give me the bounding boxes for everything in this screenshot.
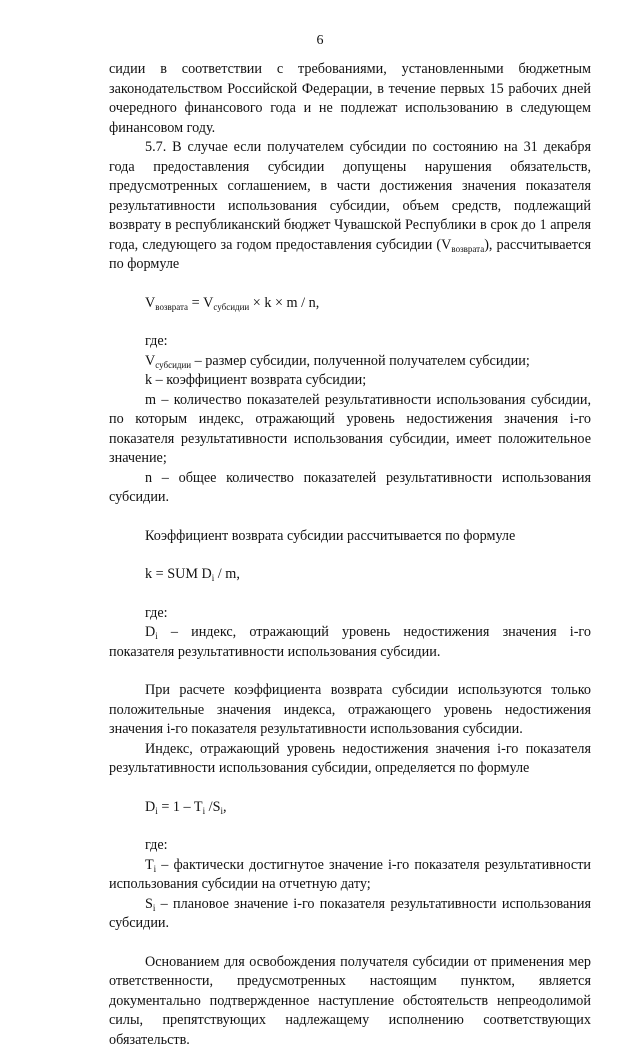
formula3-sub2: i [203,806,206,816]
final-paragraph: Основанием для освобождения получателя субсидии от применения мер ответственности, предусмотренных настоящим пунктом, является документально подтвержденное наступление обстоятельств непреодолимой силы, препятствующих надлежащему исполнению соответствующих обязательств. [109,953,591,1050]
formula-k [145,565,591,585]
def3-t-text: – фактически достигнутое значение i-го показателя результативности использования субсидии на отчетную дату; [109,857,591,893]
def3-t-letter: T [145,857,154,873]
formula1-eq: = V [188,295,213,311]
page-number: 6 [0,33,640,49]
coefficient-intro: Коэффициент возврата субсидии рассчитывается по формуле [109,527,591,547]
definition-m: m – количество показателей результативности использования субсидии, по которым индекс, отражающий уровень недостижения значения i-го показателя результативности использования субсидии, имеет положительное значение; [109,391,591,469]
formula-d [145,798,591,818]
formula3-mid: = 1 – T [158,799,203,815]
formula3-end: , [223,799,227,815]
def2-d-text: – индекс, отражающий уровень недостижения значения i-го показателя результативности использования субсидии. [109,624,591,660]
paragraph-5-7-tail: ), рассчитывается по формуле [109,237,591,273]
def3-s-text: – плановое значение i-го показателя результативности использования субсидии. [109,896,591,932]
def1-v-text: – размер субсидии, полученной получателем субсидии; [191,353,530,369]
formula3-sub1: i [155,806,158,816]
formula3-mid2: /S [205,799,220,815]
formula1-sub-vozvrata: возврата [155,302,188,312]
formula2-sub: i [212,573,215,583]
def3-s-sub: i [153,903,156,913]
paragraph-5-7-text: 5.7. В случае если получателем субсидии по состоянию на 31 декабря года предоставления субсидии допущены нарушения обязательств, предусмотренных соглашением, в части достижения значения показателя результативности использования субсидии, объем средств, подлежащий возврату в республиканский бюджет Чувашской Республики в срок до 1 апреля года, следующего за годом предоставления субсидии (V [109,139,591,253]
definition-d [109,623,591,662]
where-label-2: где: [109,604,591,624]
definition-k: k – коэффициент возврата субсидии; [109,371,591,391]
formula1-v: V [145,295,155,311]
formula3-sub3: i [220,806,223,816]
formula1-sub-subsidii: субсидии [213,302,249,312]
subscript-vozvrata: возврата [451,244,484,254]
def1-v-sub: субсидии [155,360,191,370]
paragraph-calc-1: При расчете коэффициента возврата субсидии используются только положительные значения индекса, отражающего уровень недостижения значения i-го показателя результативности использования субсидии. [109,681,591,740]
formula2-text: k = SUM D [145,566,212,582]
def3-t-sub: i [154,864,157,874]
paragraph-calc-2: Индекс, отражающий уровень недостижения значения i-го показателя результативности использования субсидии, определяется по формуле [109,740,591,779]
def2-d-sub: i [155,631,158,641]
formula2-rest: / m, [214,566,240,582]
formula3-d: D [145,799,155,815]
paragraph-continuation: сидии в соответствии с требованиями, установленными бюджетным законодательством Российской Федерации, в течение первых 15 рабочих дней очередного финансового года и не подлежат использованию в следующем финансовом году. [109,60,591,138]
definition-n: n – общее количество показателей результативности использования субсидии. [109,469,591,508]
document-body [109,60,591,1050]
formula-v-vozvrata [145,294,591,314]
def3-s-letter: S [145,896,153,912]
def1-v-letter: V [145,353,155,369]
definition-v-subsidii [109,352,591,372]
where-label-1: где: [109,332,591,352]
definition-s [109,895,591,934]
where-label-3: где: [109,836,591,856]
def2-d-letter: D [145,624,155,640]
definition-t [109,856,591,895]
paragraph-5-7 [109,138,591,275]
formula1-rest: × k × m / n, [249,295,319,311]
